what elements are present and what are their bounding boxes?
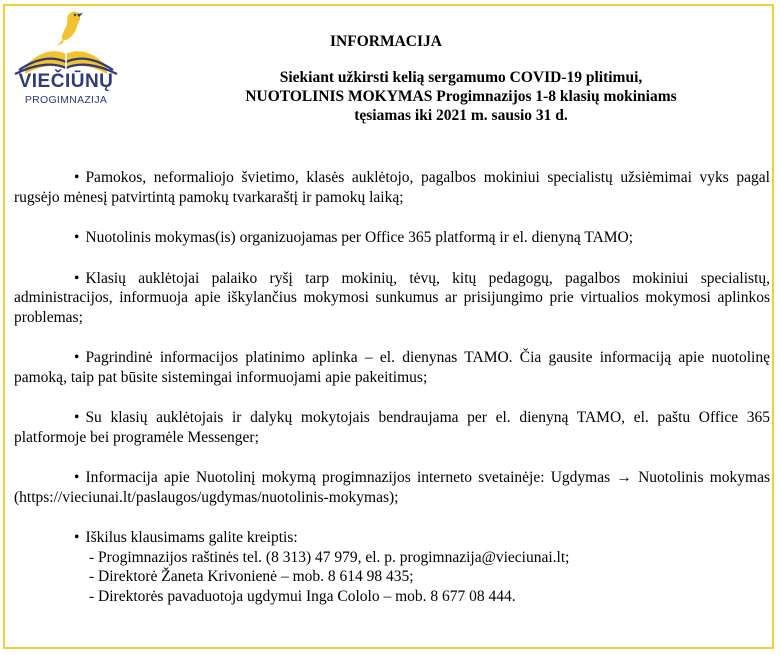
contact-line: - Direktorės pavaduotoja ugdymui Inga Cololo – mob. 8 677 08 444. xyxy=(89,587,516,605)
bullet-icon: • xyxy=(74,169,80,186)
bullet-icon: • xyxy=(74,349,80,366)
bird-icon xyxy=(57,12,83,46)
info-item-text: Pagrindinė informacijos platinimo aplinka – el. dienynas TAMO. Čia gausite informaciją apie nuotolinę pamoką, taip pat būsite sistemingai informuojami apie pakeitimus; xyxy=(14,349,770,386)
info-item-text: Klasių auklėtojai palaiko ryšį tarp mokinių, tėvų, kitų pedagogų, pagalbos mokiniui specialistų, administracijos, informuoja apie iškylančius mokymosi sunkumus ar prisijungimo prie virtualios mokymosi aplinkos problemas; xyxy=(14,269,770,326)
contact-line: - Direktorė Žaneta Krivonienė – mob. 8 614 98 435; xyxy=(89,568,414,585)
contacts-list xyxy=(14,548,770,607)
info-item xyxy=(14,228,770,248)
info-item xyxy=(14,168,770,207)
contacts-intro xyxy=(14,528,770,548)
bullet-icon: • xyxy=(74,229,80,246)
subtitle-line: tęsiamas iki 2021 m. sausio 31 d. xyxy=(354,107,568,124)
subtitle-line: Siekiant užkirsti kelią sergamumo COVID-19 plitimui, xyxy=(279,69,643,86)
announcement-subtitle xyxy=(196,68,726,125)
subtitle-line: NUOTOLINIS MOKYMAS Progimnazijos 1-8 klasių mokiniams xyxy=(245,88,677,105)
bullet-icon: • xyxy=(74,269,80,287)
info-item-text: Nuotolinis mokymas(is) organizuojamas per Office 365 platformą ir el. dienyną TAMO; xyxy=(85,229,634,246)
contacts-intro-text: Iškilus klausimams galite kreiptis: xyxy=(85,529,298,546)
info-item xyxy=(14,468,770,507)
info-item xyxy=(14,348,770,387)
contact-line: - Progimnazijos raštinės tel. (8 313) 47 979, el. p. progimnazija@vieciunai.lt; xyxy=(89,548,570,566)
bullet-icon: • xyxy=(74,409,80,426)
logo-name: VIEČIŪNŲ xyxy=(18,71,114,92)
info-item-text: Informacija apie Nuotolinį mokymą progimnazijos interneto svetainėje: Ugdymas → Nuotolinis mokymas (https://vieciunai.lt/paslaugos/ugdymas/nuotolinis-mokymas); xyxy=(14,469,770,506)
info-list xyxy=(14,168,770,606)
logo-subtitle: PROGIMNAZIJA xyxy=(24,94,108,106)
info-item xyxy=(14,408,770,447)
info-item-text: Pamokos, neformaliojo švietimo, klasės auklėtojo, pagalbos mokiniui specialistų užsiėmimai vyks pagal rugsėjo mėnesį patvirtintą pamokų tvarkaraštį ir pamokų laiką; xyxy=(14,169,770,206)
page-title: INFORMACIJA xyxy=(330,33,442,50)
info-item xyxy=(14,269,770,328)
bullet-icon: • xyxy=(74,469,80,486)
bullet-icon: • xyxy=(74,529,80,546)
info-item-text: Su klasių auklėtojais ir dalykų mokytojais bendraujama per el. dienyną TAMO, el. paštu Office 365 platformoje bei programėle Messenger; xyxy=(14,409,770,446)
